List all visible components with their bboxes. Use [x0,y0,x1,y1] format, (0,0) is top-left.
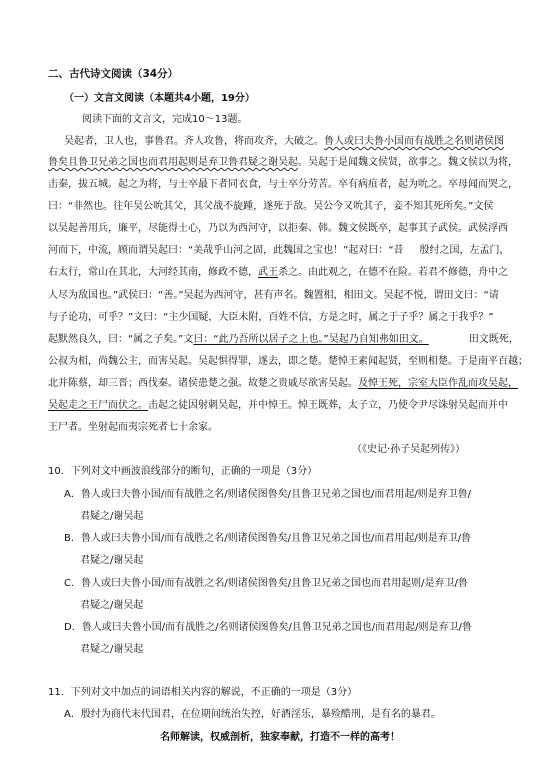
passage-text: 田文既死， [468,334,519,345]
underlined-text: 武王 [258,267,278,278]
passage-line-11: 公叔为相，尚魏公主，而害吴起。吴起惧得罪，遂去，即之楚。楚悼王素闻起贤，至则相楚。于是南平百越； [48,356,528,367]
passage-text: 殷纣之国，左孟门， [419,245,510,256]
passage-line-1 [64,135,504,149]
wavy-underlined-text: 鲁人或曰夫鲁小国而有战胜之名则诸侯图 [324,136,504,147]
underlined-text: 及悼王死，宗室大臣作乱而攻吴起， [358,378,518,389]
passage-line-8: 人尽为敌国也。”武侯曰：“善。”吴起为西河守，甚有声名。魏置相，相田文。吴起不悦，谓田文曰：“请 [48,290,499,301]
source-citation: （《史记·孙子吴起列传》） [352,444,466,455]
passage-text: 右太行，常山在其北，大河经其南，修政不德， [48,267,258,278]
passage-text: 北并陈蔡，却三晋；西伐秦。诸侯患楚之强。故楚之贵戚尽欲害吴起。 [48,378,358,389]
option-c-cont: 君疑之/谢吴起 [80,600,144,611]
passage-line-14: 王尸者。坐射起而夷宗死者七十余家。 [48,422,218,433]
passage-line-5: 以吴起善用兵，廉平，尽能得士心，乃以为西河守，以拒秦、韩。魏文侯既卒，起事其子武侯。武侯浮西 [48,223,508,234]
option-c: C．鲁人或曰夫鲁小国/而有战胜之名/则诸侯图鲁矣/且鲁卫兄弟之国也而君用起则/是弃卫/鲁 [64,578,468,589]
passage-line-12 [48,377,518,391]
question-stem: 10．下列对文中画波浪线部分的断句，正确的一项是（3分） [48,466,318,477]
passage-text: 。吴起于是闻魏文侯贤，欲事之。魏文侯以为将， [298,157,518,168]
passage-line-9: 与子论功，可乎？”文曰：“主少国疑，大臣未附，百姓不信，方是之时，属之于子乎？属之于我乎？” [48,312,494,323]
passage-line-13 [48,399,508,413]
question-stem: 11．下列对文中加点的词语相关内容的解说，不正确的一项是（3分） [48,687,358,698]
option-d-cont: 君疑之/谢吴起 [80,644,144,655]
option-b: B．鲁人或曰夫鲁小国/而有战胜之名/则诸侯图鲁矣/且鲁卫兄弟之国也/而君用起/则是弃卫/鲁 [64,533,472,544]
option-a-cont: 君疑之/谢吴起 [80,511,144,522]
subsection-title: （一）文言文阅读（本题共4小题，19分） [64,93,255,104]
option-d: D．鲁人或曰夫鲁小国/而有战胜之/名则诸侯图鲁矣/且鲁卫兄弟之国也/而君用起/则是弃卫/鲁 [64,622,472,633]
passage-text: 河而下，中流，顾而谓吴起曰：“美哉乎山河之固，此魏国之宝也！”起对曰：“昔 [48,245,404,256]
option-b-cont: 君疑之/谢吴起 [80,555,144,566]
passage-line-4: 曰：“非然也。往年吴公吮其父，其父战不旋踵，遂死于敌。吴公今又吮其子，妾不知其死所矣。”文侯 [48,201,494,212]
passage-text: 杀之。由此观之，在德不在险。若君不修德，舟中之 [278,267,508,278]
passage-text: 吴起者，卫人也，事鲁君。齐人攻鲁，将而攻齐，大破之。 [64,136,324,147]
underlined-text: 吴起走之王尸而伏之。 [48,400,148,411]
passage-line-2 [48,156,518,170]
passage-line-7 [48,266,508,280]
passage-line-10 [48,333,519,347]
instruction: 阅读下面的文言文，完成10～13题。 [82,114,248,125]
footer-slogan: 名师解读，权威剖析，独家奉献，打造不一样的高考！ [160,732,400,743]
section-title: 二、古代诗文阅读（34分） [48,68,179,80]
underlined-text: 曰：“此乃吾所以居子之上也。”吴起乃自知弗如田文。 [193,334,429,345]
passage-line-3: 击秦，拔五城。起之为将，与士卒最下者同衣食，与士卒分劳苦。卒有病疽者，起为吮之。卒母闻而哭之， [48,179,518,190]
passage-text: 击起之徒因射刺吴起，并中悼王。悼王既葬，太子立，乃使令尹尽诛射吴起而并中 [148,400,508,411]
option-a: A．鲁人或曰夫鲁小国/而有战胜之名/则诸侯图鲁矣/且鲁卫兄弟之国也/而君用起/则是弃卫鲁/ [64,489,472,500]
passage-line-6 [48,244,510,258]
passage-text: 起默然良久，曰：“属之子矣。”文 [48,334,194,345]
wavy-underlined-text: 鲁矣且鲁卫兄弟之国也而君用起则是弃卫鲁君疑之谢吴起 [48,157,298,168]
option-a: A．殷纣为商代末代国君，在位期间统治失控，好酒淫乐，暴殓酷刑，是有名的暴君。 [64,709,441,720]
